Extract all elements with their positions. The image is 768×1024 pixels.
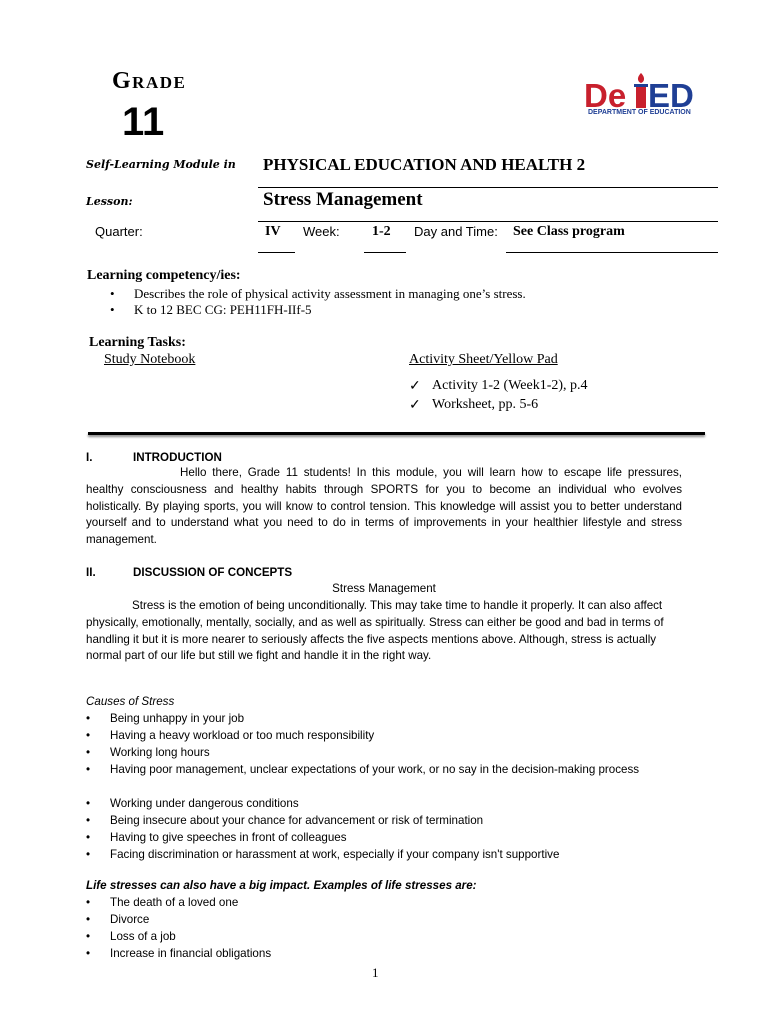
list-item-text: Being insecure about your chance for advancement or risk of termination — [110, 814, 484, 827]
grade-number: 11 — [122, 100, 165, 144]
list-item-text: Increase in financial obligations — [110, 947, 272, 960]
check-item — [409, 397, 539, 414]
list-item-text: Being unhappy in your job — [110, 712, 245, 725]
discussion-paragraph: Stress is the emotion of being unconditionally. This may take time to handle it properly. It can also affect physically, emotionally, mentally, socially, and as well as spiritually. Stress can either be good and bad in terms of handling it but it is more nearer to seriously affects the five aspects mentions above. Although, stress is actually normal part of our life but still we fight and handle it in the right way. — [86, 599, 664, 663]
competency-text: K to 12 BEC CG: PEH11FH-IIf-5 — [134, 302, 312, 317]
lesson-title: Stress Management — [263, 189, 423, 210]
section-title: DISCUSSION OF CONCEPTS — [133, 566, 293, 579]
list-item-text: Working under dangerous conditions — [110, 797, 299, 810]
week-label: Week: — [303, 224, 340, 239]
list-item-text: Loss of a job — [110, 930, 176, 943]
section-divider — [88, 432, 705, 435]
check-icon: ✓ — [409, 379, 421, 394]
check-item — [409, 378, 588, 395]
life-stresses-heading: Life stresses can also have a big impact. Examples of life stresses are: — [86, 879, 477, 892]
list-item-text: Having poor management, unclear expectations of your work, or no say in the decision-making process — [110, 763, 640, 776]
daytime-value: See Class program — [513, 224, 625, 239]
check-text: Worksheet, pp. 5-6 — [432, 397, 539, 412]
list-item-text: Facing discrimination or harassment at work, especially if your company isn't supportive — [110, 848, 560, 861]
section-title: INTRODUCTION — [133, 451, 222, 464]
svg-text:De: De — [584, 77, 627, 114]
section-number: II. — [86, 566, 96, 579]
deped-logo — [584, 73, 714, 123]
divider — [258, 187, 718, 188]
divider — [364, 252, 406, 253]
competency-text: Describes the role of physical activity assessment in managing one’s stress. — [134, 286, 526, 301]
tasks-heading: Learning Tasks: — [89, 335, 186, 350]
page-number: 1 — [372, 965, 379, 980]
week-value: 1-2 — [372, 224, 391, 239]
check-icon: ✓ — [409, 398, 421, 413]
list-item-text: Divorce — [110, 913, 150, 926]
subject-title: PHYSICAL EDUCATION AND HEALTH 2 — [263, 155, 586, 174]
quarter-label: Quarter: — [95, 224, 143, 239]
causes-heading: Causes of Stress — [86, 695, 175, 708]
module-label: Self-Learning Module in — [86, 158, 236, 171]
divider — [506, 252, 718, 253]
section-number: I. — [86, 451, 93, 464]
lesson-label: Lesson: — [86, 195, 133, 208]
list-item-text: Having a heavy workload or too much responsibility — [110, 729, 375, 742]
divider — [258, 252, 295, 253]
grade-label: Grade — [112, 68, 187, 94]
quarter-value: IV — [265, 224, 281, 239]
list-item-text: Having to give speeches in front of colleagues — [110, 831, 347, 844]
section-subtitle: Stress Management — [332, 582, 436, 595]
intro-paragraph: Hello there, Grade 11 students! In this module, you will learn how to escape life pressures, healthy consciousness and healthy habits through SPORTS for you to become an individual who evolves holistically. By playing sports, you will know to control tension. This knowledge will assist you to better understand yourself and to understand what you need to do in terms of improvements in your healthier lifestyle and stress management. — [86, 466, 682, 547]
competency-heading: Learning competency/ies: — [87, 268, 241, 283]
daytime-label: Day and Time: — [414, 224, 498, 239]
logo-subtitle: DEPARTMENT OF EDUCATION — [588, 109, 691, 116]
list-item-text: The death of a loved one — [110, 896, 239, 909]
list-item-text: Working long hours — [110, 746, 210, 759]
check-text: Activity 1-2 (Week1-2), p.4 — [432, 378, 588, 393]
tasks-col-notebook: Study Notebook — [104, 352, 196, 367]
tasks-col-activity: Activity Sheet/Yellow Pad — [409, 352, 558, 367]
divider — [258, 221, 718, 222]
svg-text:ED: ED — [648, 77, 694, 114]
